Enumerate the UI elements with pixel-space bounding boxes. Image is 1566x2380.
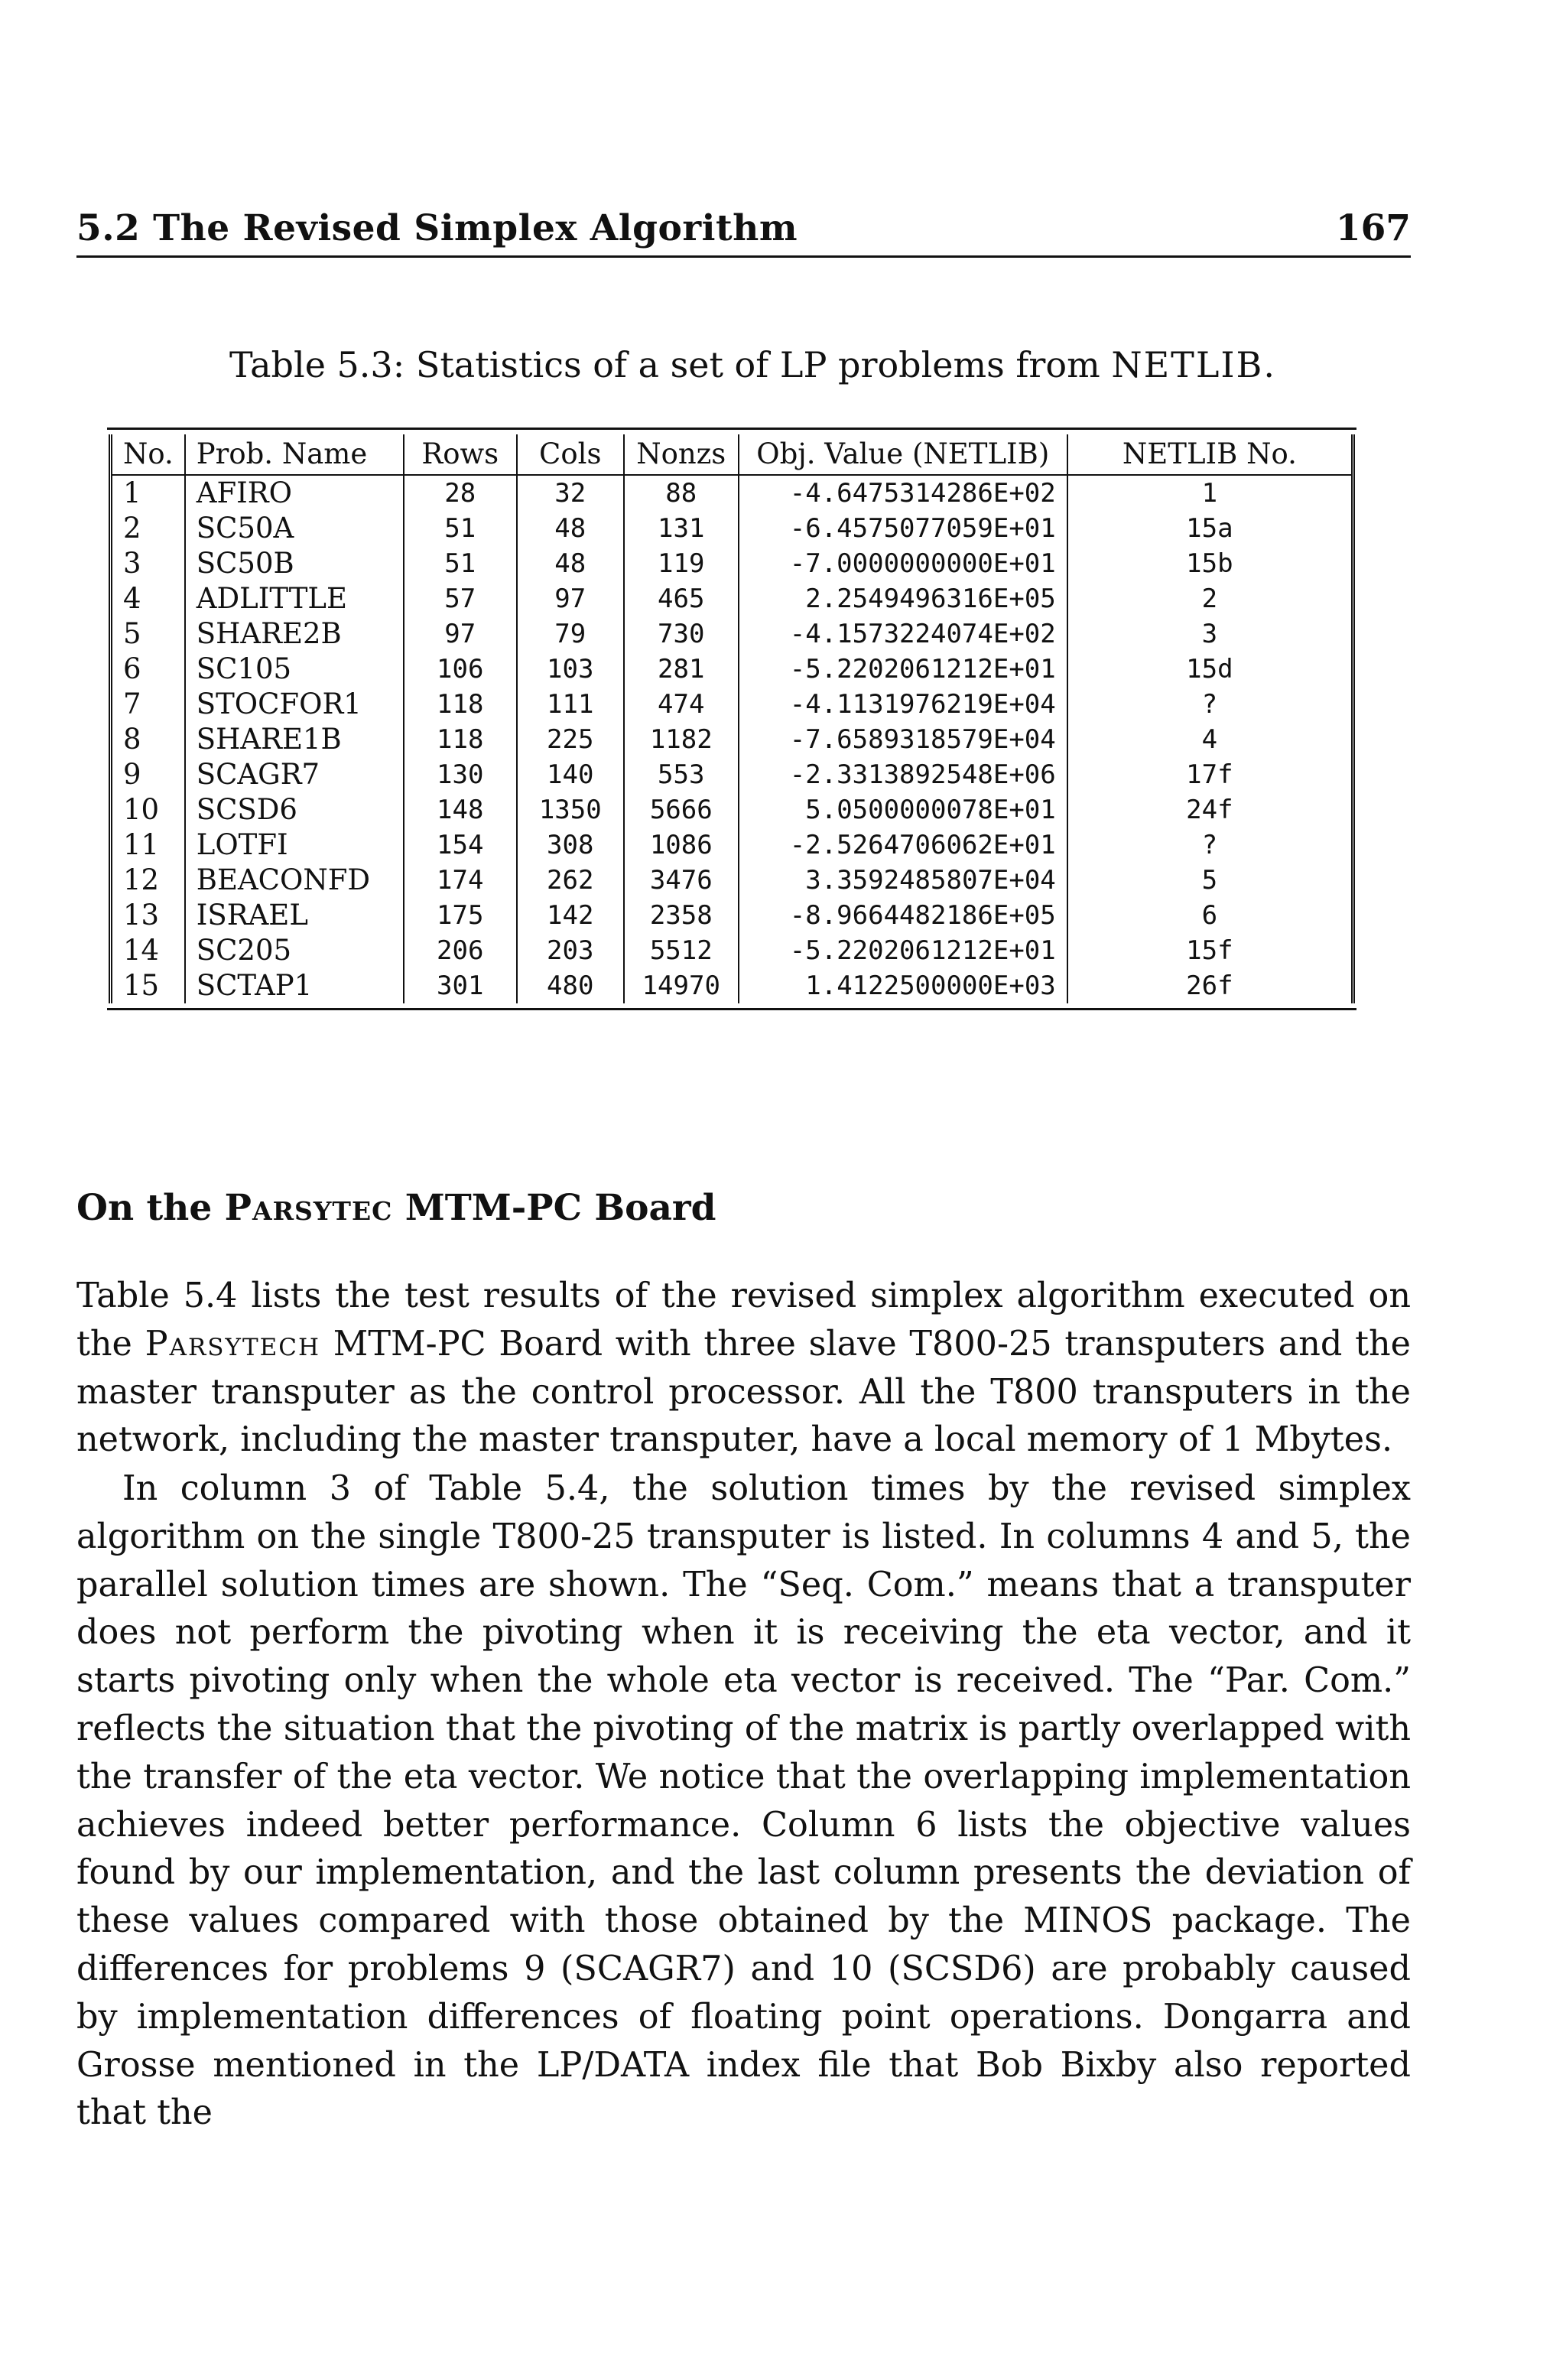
cell-cols: 48	[517, 546, 624, 581]
table-row	[111, 863, 1353, 898]
cell-name: STOCFOR1	[185, 687, 404, 722]
para1-text-b: MTM-PC Board with three slave T800-25 transputers and the master transputer as the control processor. All the T800 transputers in the network, including the master transputer, have a local memory of 1 Mbytes.	[76, 1324, 1411, 1460]
cell-cols: 142	[517, 898, 624, 933]
cell-netlib-no: 26f	[1067, 968, 1353, 1003]
cell-nonzs: 3476	[624, 863, 739, 898]
cell-obj-value: -4.1131976219E+04	[739, 687, 1067, 722]
table-row	[111, 546, 1353, 581]
cell-name: AFIRO	[185, 475, 404, 511]
cell-rows: 154	[404, 827, 517, 863]
page-number: 167	[1335, 207, 1411, 249]
table-row	[111, 898, 1353, 933]
caption-text: Table 5.3: Statistics of a set of LP problems from	[229, 344, 1100, 385]
cell-netlib-no: 15f	[1067, 933, 1353, 968]
cell-rows: 174	[404, 863, 517, 898]
cell-cols: 1350	[517, 792, 624, 827]
col-header-name: Prob. Name	[185, 434, 404, 475]
table-header-row	[111, 434, 1353, 475]
cell-cols: 103	[517, 652, 624, 687]
table-row	[111, 511, 1353, 546]
cell-cols: 97	[517, 581, 624, 616]
cell-nonzs: 1086	[624, 827, 739, 863]
col-header-cols: Cols	[517, 434, 624, 475]
cell-no: 7	[123, 688, 141, 720]
cell-netlib-no: ?	[1067, 687, 1353, 722]
cell-nonzs: 5512	[624, 933, 739, 968]
table-caption	[229, 344, 1275, 385]
table-bottom-rule	[107, 1008, 1356, 1010]
cell-nonzs: 131	[624, 511, 739, 546]
cell-obj-value: -6.4575077059E+01	[739, 511, 1067, 546]
cell-netlib-no: 15a	[1067, 511, 1353, 546]
cell-no: 6	[123, 652, 141, 685]
table-row	[111, 968, 1353, 1003]
cell-nonzs: 474	[624, 687, 739, 722]
cell-rows: 51	[404, 546, 517, 581]
cell-name: ISRAEL	[185, 898, 404, 933]
col-header-no: No.	[111, 434, 185, 475]
cell-nonzs: 1182	[624, 722, 739, 757]
cell-rows: 118	[404, 722, 517, 757]
cell-obj-value: -5.2202061212E+01	[739, 933, 1067, 968]
cell-netlib-no: 15d	[1067, 652, 1353, 687]
cell-obj-value: -8.9664482186E+05	[739, 898, 1067, 933]
cell-nonzs: 281	[624, 652, 739, 687]
table-row	[111, 722, 1353, 757]
cell-nonzs: 119	[624, 546, 739, 581]
col-header-rows: Rows	[404, 434, 517, 475]
col-header-obj-value: Obj. Value (NETLIB)	[739, 434, 1067, 475]
heading-suffix: MTM-PC Board	[404, 1187, 716, 1229]
cell-cols: 32	[517, 475, 624, 511]
table-row	[111, 616, 1353, 652]
table-row	[111, 933, 1353, 968]
cell-rows: 28	[404, 475, 517, 511]
cell-no: 10	[123, 793, 160, 826]
cell-obj-value: -5.2202061212E+01	[739, 652, 1067, 687]
cell-netlib-no: 4	[1067, 722, 1353, 757]
cell-obj-value: -4.6475314286E+02	[739, 475, 1067, 511]
cell-cols: 111	[517, 687, 624, 722]
cell-obj-value: -7.6589318579E+04	[739, 722, 1067, 757]
heading-prefix: On the	[76, 1187, 213, 1229]
heading-brand: Parsytec	[224, 1187, 393, 1229]
cell-rows: 106	[404, 652, 517, 687]
cell-rows: 175	[404, 898, 517, 933]
cell-no: 15	[123, 969, 160, 1002]
cell-obj-value: 5.0500000078E+01	[739, 792, 1067, 827]
cell-rows: 57	[404, 581, 517, 616]
cell-rows: 97	[404, 616, 517, 652]
cell-name: SCTAP1	[185, 968, 404, 1003]
cell-no: 2	[123, 512, 141, 545]
cell-obj-value: -4.1573224074E+02	[739, 616, 1067, 652]
cell-rows: 148	[404, 792, 517, 827]
cell-no: 11	[123, 828, 160, 861]
cell-netlib-no: 15b	[1067, 546, 1353, 581]
body-paragraph-1	[76, 1273, 1411, 1465]
cell-cols: 225	[517, 722, 624, 757]
cell-no: 12	[123, 863, 160, 896]
para1-brand: Parsytech	[145, 1324, 321, 1364]
cell-obj-value: 1.4122500000E+03	[739, 968, 1067, 1003]
cell-netlib-no: 1	[1067, 475, 1353, 511]
cell-obj-value: 2.2549496316E+05	[739, 581, 1067, 616]
cell-name: SC50A	[185, 511, 404, 546]
cell-nonzs: 465	[624, 581, 739, 616]
cell-cols: 140	[517, 757, 624, 792]
cell-name: SCAGR7	[185, 757, 404, 792]
cell-obj-value: -7.0000000000E+01	[739, 546, 1067, 581]
cell-no: 8	[123, 723, 141, 756]
cell-rows: 206	[404, 933, 517, 968]
cell-no: 14	[123, 934, 160, 967]
table-row	[111, 581, 1353, 616]
page-header	[76, 200, 1411, 258]
cell-no: 3	[123, 547, 141, 580]
cell-no: 13	[123, 899, 160, 932]
table-row	[111, 652, 1353, 687]
cell-rows: 301	[404, 968, 517, 1003]
cell-netlib-no: ?	[1067, 827, 1353, 863]
cell-name: ADLITTLE	[185, 581, 404, 616]
cell-rows: 130	[404, 757, 517, 792]
cell-netlib-no: 24f	[1067, 792, 1353, 827]
cell-no: 4	[123, 582, 141, 615]
cell-netlib-no: 2	[1067, 581, 1353, 616]
cell-name: LOTFI	[185, 827, 404, 863]
cell-nonzs: 730	[624, 616, 739, 652]
table-row	[111, 792, 1353, 827]
statistics-table	[107, 428, 1356, 1010]
cell-obj-value: 3.3592485807E+04	[739, 863, 1067, 898]
cell-cols: 308	[517, 827, 624, 863]
cell-netlib-no: 6	[1067, 898, 1353, 933]
cell-no: 1	[123, 476, 141, 509]
cell-nonzs: 5666	[624, 792, 739, 827]
cell-name: SCSD6	[185, 792, 404, 827]
col-header-nonzs: Nonzs	[624, 434, 739, 475]
cell-name: SC205	[185, 933, 404, 968]
cell-no: 9	[123, 758, 141, 791]
section-title: 5.2 The Revised Simplex Algorithm	[76, 207, 798, 249]
cell-netlib-no: 3	[1067, 616, 1353, 652]
cell-name: SC105	[185, 652, 404, 687]
table-row	[111, 757, 1353, 792]
lp-problems-table	[109, 434, 1355, 1003]
caption-suffix: .	[1263, 344, 1275, 385]
para1-text-a: Table 5.4 lists the test results of the revised simplex algorithm executed on the	[76, 1276, 1411, 1364]
cell-cols: 48	[517, 511, 624, 546]
subsection-heading	[76, 1187, 716, 1229]
cell-nonzs: 88	[624, 475, 739, 511]
cell-name: SC50B	[185, 546, 404, 581]
table-row	[111, 475, 1353, 511]
cell-netlib-no: 5	[1067, 863, 1353, 898]
cell-nonzs: 553	[624, 757, 739, 792]
cell-obj-value: -2.5264706062E+01	[739, 827, 1067, 863]
cell-cols: 480	[517, 968, 624, 1003]
table-row	[111, 687, 1353, 722]
body-paragraph-2: In column 3 of Table 5.4, the solution times by the revised simplex algorithm on the single T800-25 transputer is listed. In columns 4 and 5, the parallel solution times are shown. The “Seq. Com.” means that a transputer does not perform the pivoting when it is receiving the eta vector, and it starts pivoting only when the whole eta vector is received. The “Par. Com.” reflects the situation that the pivoting of the matrix is partly overlapped with the transfer of the eta vector. We notice that the overlapping implementation achieves indeed better performance. Column 6 lists the objective values found by our implementation, and the last column presents the deviation of these values compared with those obtained by the MINOS package. The differences for problems 9 (SCAGR7) and 10 (SCSD6) are probably caused by implementation differences of floating point operations. Dongarra and Grosse mentioned in the LP/DATA index file that Bob Bixby also reported that the	[76, 1469, 1411, 2133]
cell-rows: 118	[404, 687, 517, 722]
cell-netlib-no: 17f	[1067, 757, 1353, 792]
cell-cols: 79	[517, 616, 624, 652]
cell-cols: 203	[517, 933, 624, 968]
caption-source: NETLIB	[1111, 344, 1264, 385]
cell-cols: 262	[517, 863, 624, 898]
cell-rows: 51	[404, 511, 517, 546]
cell-nonzs: 14970	[624, 968, 739, 1003]
col-header-netlib-no: NETLIB No.	[1067, 434, 1353, 475]
cell-nonzs: 2358	[624, 898, 739, 933]
cell-obj-value: -2.3313892548E+06	[739, 757, 1067, 792]
cell-name: BEACONFD	[185, 863, 404, 898]
cell-no: 5	[123, 617, 141, 650]
table-row	[111, 827, 1353, 863]
cell-name: SHARE1B	[185, 722, 404, 757]
cell-name: SHARE2B	[185, 616, 404, 652]
